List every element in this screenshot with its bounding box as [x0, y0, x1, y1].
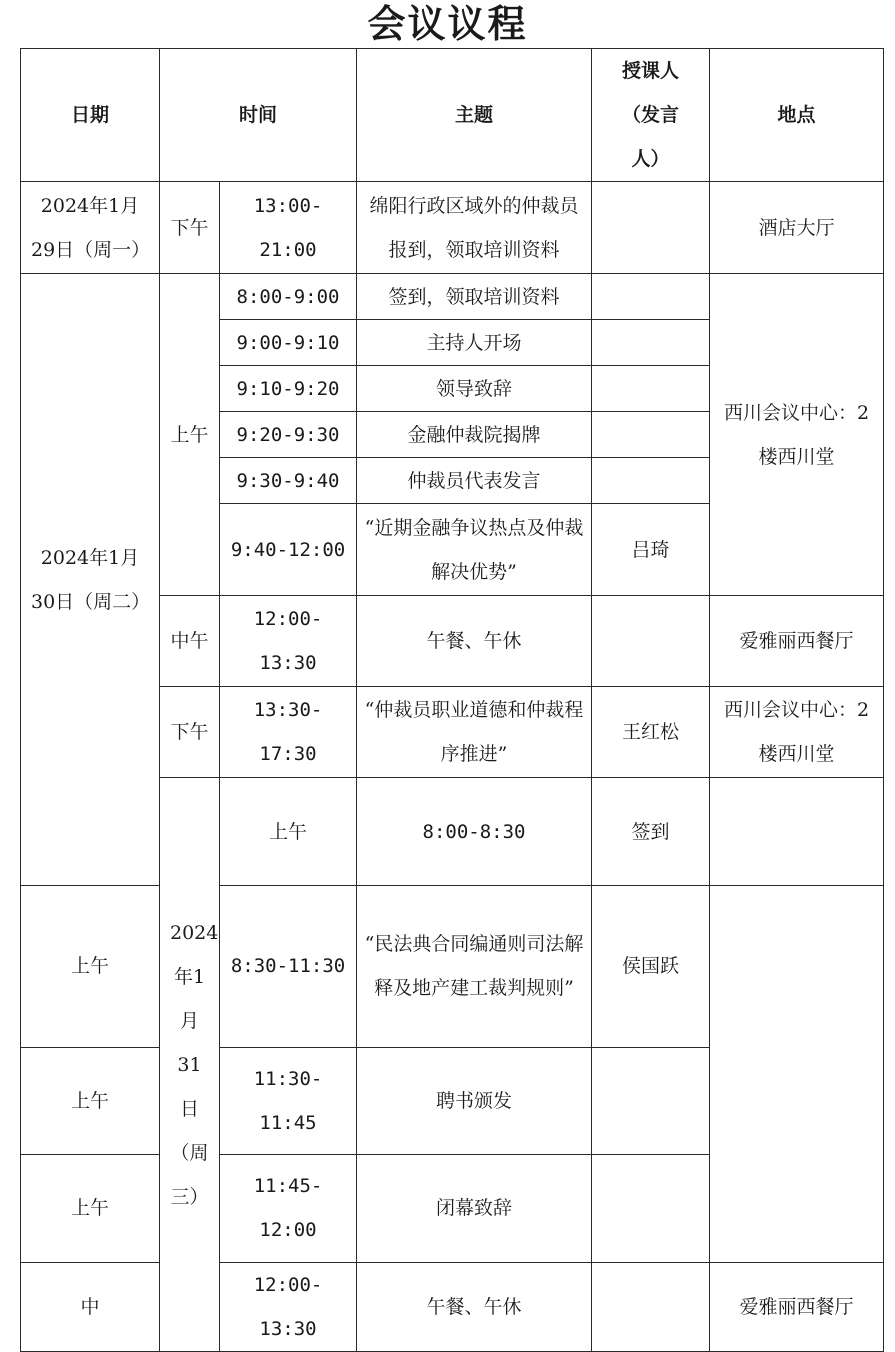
topic-cell: “仲裁员职业道德和仲裁程序推进” [357, 687, 592, 778]
period-cell: 上午 [160, 274, 220, 596]
period-cell: 上午 [21, 1154, 160, 1262]
location-cell: 西川会议中心：2楼西川堂 [710, 687, 884, 778]
topic-cell: “民法典合同编通则司法解释及地产建工裁判规则” [357, 886, 592, 1047]
topic-cell: 仲裁员代表发言 [357, 458, 592, 504]
speaker-cell: 吕琦 [592, 504, 710, 596]
topic-cell: 午餐、午休 [357, 1263, 592, 1352]
speaker-cell [592, 320, 710, 366]
table-row [21, 1047, 884, 1154]
topic-cell: 金融仲裁院揭牌 [357, 412, 592, 458]
period-cell: 上午 [21, 886, 160, 1047]
time-cell: 9:10-9:20 [220, 366, 357, 412]
topic-cell: 午餐、午休 [357, 596, 592, 687]
time-cell: 11:30-11:45 [220, 1047, 357, 1154]
speaker-cell [592, 366, 710, 412]
speaker-cell [592, 412, 710, 458]
location-cell: 爱雅丽西餐厅 [710, 596, 884, 687]
header-date: 日期 [21, 49, 160, 182]
speaker-cell: 王红松 [592, 687, 710, 778]
period-cell: 中 [21, 1263, 160, 1352]
speaker-cell [592, 596, 710, 687]
time-cell: 9:40-12:00 [220, 504, 357, 596]
time-cell: 13:30-17:30 [220, 687, 357, 778]
header-time: 时间 [160, 49, 357, 182]
topic-cell: 签到，领取培训资料 [357, 274, 592, 320]
date-cell: 2024年1月29日（周一） [21, 182, 160, 274]
speaker-cell [592, 182, 710, 274]
location-cell: 爱雅丽西餐厅 [710, 1263, 884, 1352]
period-cell: 下午 [160, 182, 220, 274]
period-cell: 上午 [220, 778, 357, 886]
table-row [21, 1154, 884, 1262]
table-row [21, 886, 884, 1047]
header-topic: 主题 [357, 49, 592, 182]
time-cell: 12:00-13:30 [220, 596, 357, 687]
topic-cell: 领导致辞 [357, 366, 592, 412]
speaker-cell [592, 274, 710, 320]
time-cell: 8:30-11:30 [220, 886, 357, 1047]
header-location: 地点 [710, 49, 884, 182]
page-title: 会议议程 [367, 2, 528, 46]
time-cell: 9:00-9:10 [220, 320, 357, 366]
time-cell: 13:00-21:00 [220, 182, 357, 274]
header-row [21, 49, 884, 182]
topic-cell: 闭幕致辞 [357, 1154, 592, 1262]
header-speaker: 授课人（发言人） [592, 49, 710, 182]
time-cell: 9:20-9:30 [220, 412, 357, 458]
period-cell: 上午 [21, 1047, 160, 1154]
speaker-cell [592, 1263, 710, 1352]
speaker-cell [592, 1154, 710, 1262]
date-cell: 2024年1月31日（周三） [160, 778, 220, 1352]
speaker-cell: 侯国跃 [592, 886, 710, 1047]
speaker-cell [710, 778, 884, 886]
speaker-cell [592, 1047, 710, 1154]
speaker-cell [592, 458, 710, 504]
table-row [21, 182, 884, 274]
time-cell: 8:00-9:00 [220, 274, 357, 320]
time-cell: 12:00-13:30 [220, 1263, 357, 1352]
location-cell: 酒店大厅 [710, 182, 884, 274]
topic-cell: 绵阳行政区域外的仲裁员报到，领取培训资料 [357, 182, 592, 274]
agenda-table [20, 48, 884, 1352]
period-cell: 中午 [160, 596, 220, 687]
location-cell: 西川会议中心：2楼西川堂 [710, 274, 884, 596]
topic-cell: 签到 [592, 778, 710, 886]
time-cell: 8:00-8:30 [357, 778, 592, 886]
table-row [21, 1263, 884, 1352]
topic-cell: 聘书颁发 [357, 1047, 592, 1154]
topic-cell: 主持人开场 [357, 320, 592, 366]
time-cell: 11:45-12:00 [220, 1154, 357, 1262]
topic-cell: “近期金融争议热点及仲裁解决优势” [357, 504, 592, 596]
period-cell: 下午 [160, 687, 220, 778]
table-row [21, 274, 884, 320]
date-cell: 2024年1月30日（周二） [21, 274, 160, 886]
time-cell: 9:30-9:40 [220, 458, 357, 504]
